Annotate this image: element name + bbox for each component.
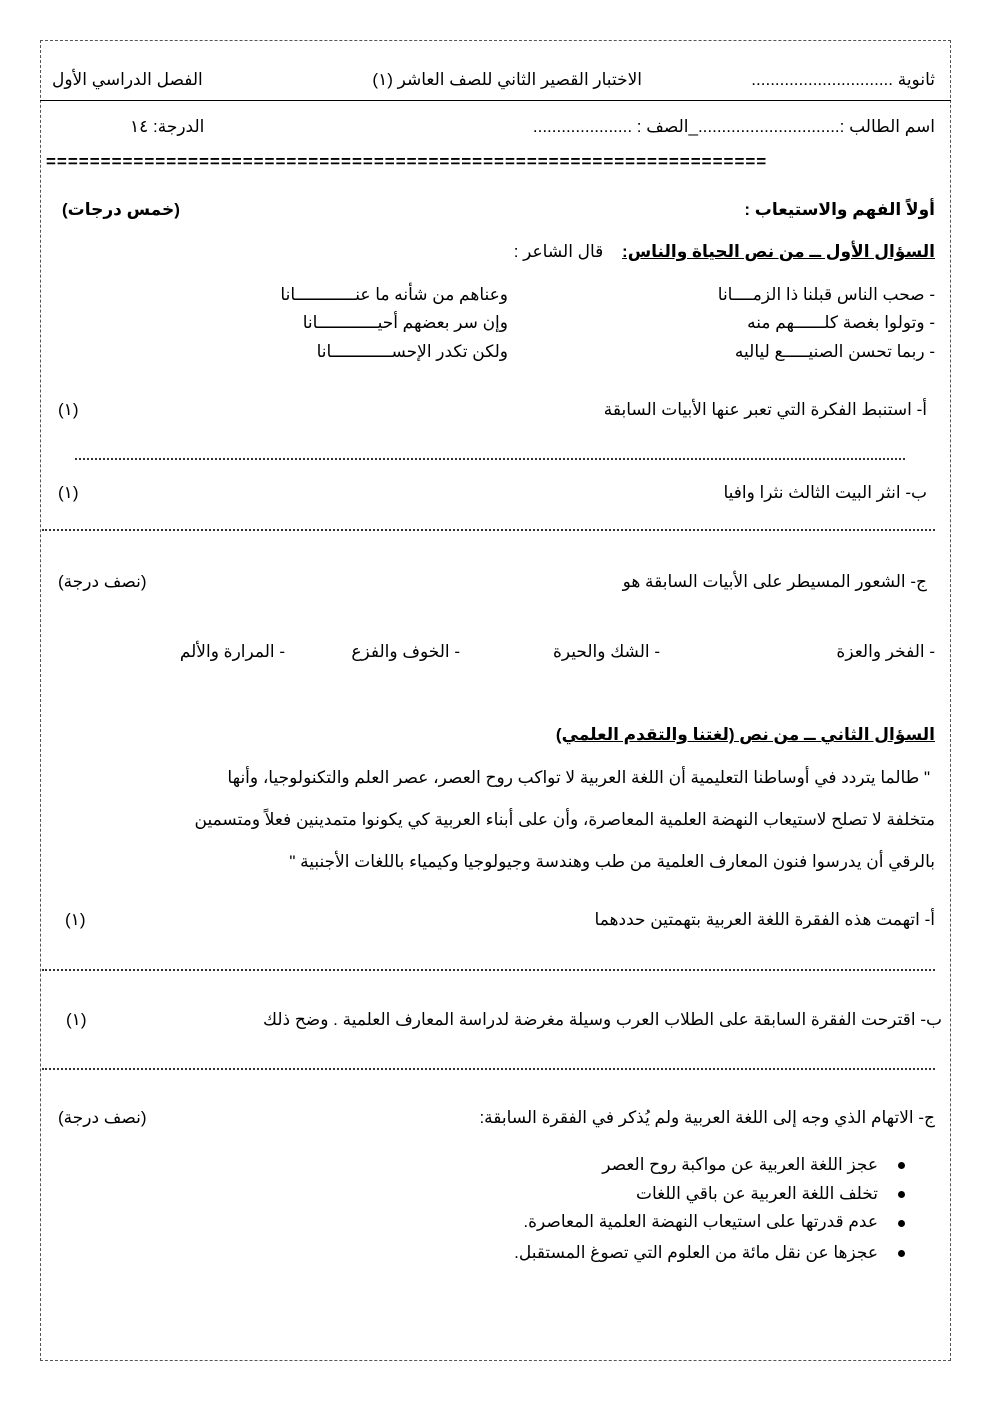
q2-heading: السؤال الثاني ــ من نص (لغتنا والتقدم العلمي) — [555, 725, 935, 744]
separator-line: ================================================================== — [46, 152, 768, 171]
header-divider — [40, 100, 951, 101]
student-info-line: اسم الطالب :.............................._الصف : ..................... — [532, 117, 935, 136]
q2-a-points: (١) — [65, 910, 86, 929]
q1-c-text: ج- الشعور المسيطر على الأبيات السابقة هو — [622, 572, 927, 591]
q2-paragraph-line-2: متخلفة لا تصلح لاستيعاب النهضة العلمية المعاصرة، وأن على أبناء العربية كي يكونوا متمدينين فعلاً ومتسمين — [194, 810, 935, 829]
q2-paragraph-line-3: بالرقي أن يدرسوا فنون المعارف العلمية من طب وهندسة وجيولوجيا وكيمياء باللغات الأجنبية " — [289, 852, 935, 871]
verse-3-first: - ربما تحسن الصنيـــــع لياليه — [734, 342, 935, 361]
q2-b-points: (١) — [66, 1010, 87, 1029]
q2-option-2[interactable]: تخلف اللغة العربية عن باقي اللغات — [635, 1184, 878, 1203]
q1-heading-row — [514, 241, 935, 263]
exam-title: الاختبار القصير الثاني للصف العاشر (١) — [372, 70, 642, 89]
answer-line[interactable] — [42, 529, 935, 531]
q1-c-points: (نصف درجة) — [58, 572, 147, 591]
q1-option-1[interactable]: - الفخر والعزة — [836, 642, 935, 661]
q2-a-text: أ- اتهمت هذه الفقرة اللغة العربية بتهمتين حددهما — [594, 910, 935, 929]
answer-line[interactable] — [42, 969, 935, 971]
verse-3-second: ولكن تكدر الإحســــــــــــانا — [316, 342, 508, 361]
q2-paragraph-line-1: " طالما يتردد في أوساطنا التعليمية أن اللغة العربية لا تواكب روح العصر، عصر العلم والتكنولوجيا، وأنها — [227, 768, 930, 787]
q2-option-4[interactable]: عجزها عن نقل مائة من العلوم التي تصوغ المستقبل. — [514, 1243, 878, 1262]
bullet-icon — [898, 1162, 905, 1169]
section-points: (خمس درجات) — [62, 200, 180, 219]
bullet-icon — [898, 1191, 905, 1198]
q1-b-text: ب- انثر البيت الثالث نثرا وافيا — [723, 483, 927, 502]
q1-option-2[interactable]: - الشك والحيرة — [552, 642, 660, 661]
school-field: ثانوية .............................. — [751, 70, 935, 89]
section-title: أولاً الفهم والاستيعاب : — [744, 200, 935, 219]
answer-line[interactable] — [42, 1068, 935, 1070]
q2-c-points: (نصف درجة) — [58, 1108, 147, 1127]
q1-intro: قال الشاعر : — [513, 242, 604, 261]
q1-a-text: أ- استنبط الفكرة التي تعبر عنها الأبيات السابقة — [603, 400, 927, 419]
q2-option-3[interactable]: عدم قدرتها على استيعاب النهضة العلمية المعاصرة. — [523, 1212, 878, 1231]
q1-option-4[interactable]: - المرارة والألم — [179, 642, 285, 661]
q2-option-1[interactable]: عجز اللغة العربية عن مواكبة روح العصر — [602, 1155, 878, 1174]
bullet-icon — [898, 1250, 905, 1257]
term-label: الفصل الدراسي الأول — [52, 70, 203, 89]
q1-a-points: (١) — [58, 400, 79, 419]
verse-1-first: - صحب الناس قبلنا ذا الزمــــانا — [717, 285, 935, 304]
verse-2-second: وإن سر بعضهم أحيــــــــــــانا — [302, 313, 508, 332]
q1-b-points: (١) — [58, 483, 79, 502]
answer-line[interactable] — [75, 458, 905, 460]
q1-heading: السؤال الأول ــ من نص الحياة والناس: — [622, 242, 935, 261]
verse-2-first: - وتولوا بغصة كلــــــهم منه — [747, 313, 935, 332]
total-grade: الدرجة: ١٤ — [130, 117, 205, 136]
q1-option-3[interactable]: - الخوف والفزع — [351, 642, 460, 661]
q2-c-text: ج- الاتهام الذي وجه إلى اللغة العربية ولم يُذكر في الفقرة السابقة: — [479, 1108, 935, 1127]
bullet-icon — [898, 1220, 905, 1227]
verse-1-second: وعناهم من شأنه ما عنــــــــــــانا — [280, 285, 508, 304]
q2-b-text: ب- اقترحت الفقرة السابقة على الطلاب العرب وسيلة مغرضة لدراسة المعارف العلمية . وضح ذلك — [263, 1010, 942, 1029]
